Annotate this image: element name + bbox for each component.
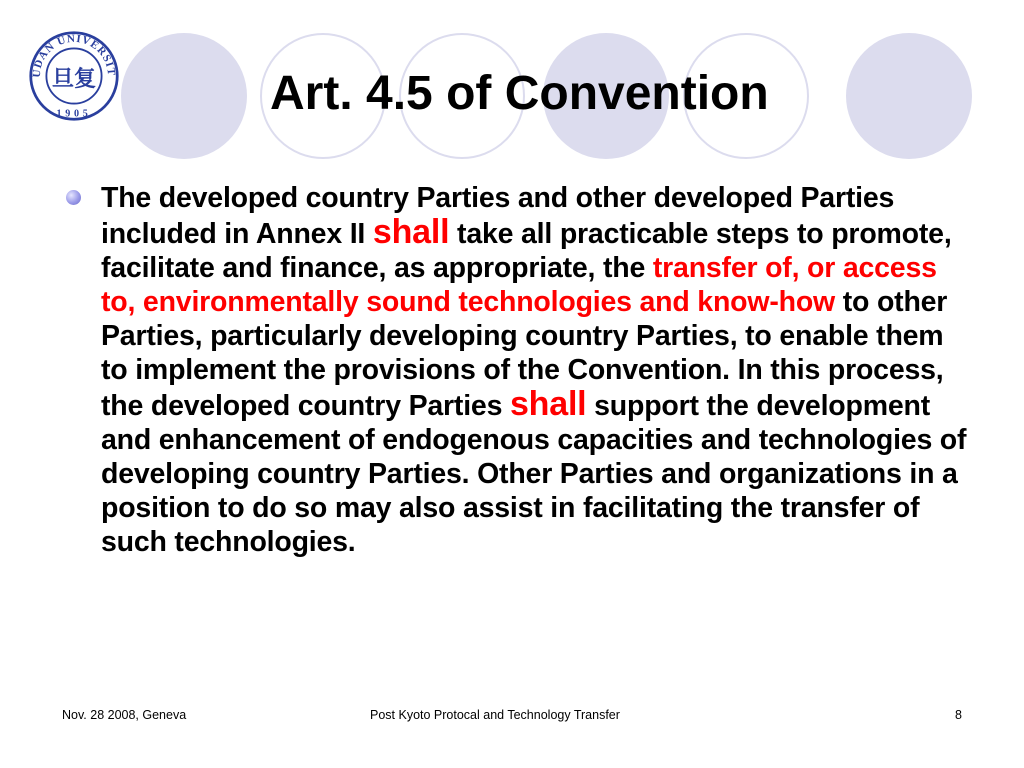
decor-circle-1 (121, 33, 247, 159)
bullet-paragraph (101, 181, 971, 559)
svg-text:旦复: 旦复 (51, 67, 97, 93)
svg-text:1905: 1905 (56, 108, 92, 120)
bullet-text-3: to other Parties, particularly developing country Parties, to enable them to implement the provisions of the Convention. In this process, the developed country Parties (101, 286, 948, 422)
slide-title: Art. 4.5 of Convention (270, 67, 769, 120)
bullet-dot-icon (66, 190, 81, 205)
bullet-text-1: The developed country Parties and other developed Parties included in Annex II (101, 182, 895, 250)
fudan-university-logo (28, 30, 120, 122)
shall-emphasis-1: shall (372, 213, 450, 251)
bullet-text-2: take all practicable steps to promote, facilitate and finance, as appropriate, the (101, 218, 952, 284)
transfer-phrase-emphasis: transfer of, or access to, environmentally sound technologies and know-how (101, 252, 937, 318)
svg-text:FUDAN UNIVERSITY: UDAN UNIVERSIT (30, 32, 118, 78)
footer-date: Nov. 28 2008, Geneva (62, 708, 187, 722)
shall-emphasis-2: shall (509, 385, 587, 423)
bullet-text-4: support the development and enhancement of endogenous capacities and technologies of developing country Parties. Other Parties and organizations in a position to do so may also assist in facilitating the transfer of such technologies. (101, 390, 967, 558)
footer-title: Post Kyoto Protocal and Technology Transfer (370, 708, 620, 722)
decor-circle-6 (846, 33, 972, 159)
slide-number: 8 (955, 708, 962, 722)
